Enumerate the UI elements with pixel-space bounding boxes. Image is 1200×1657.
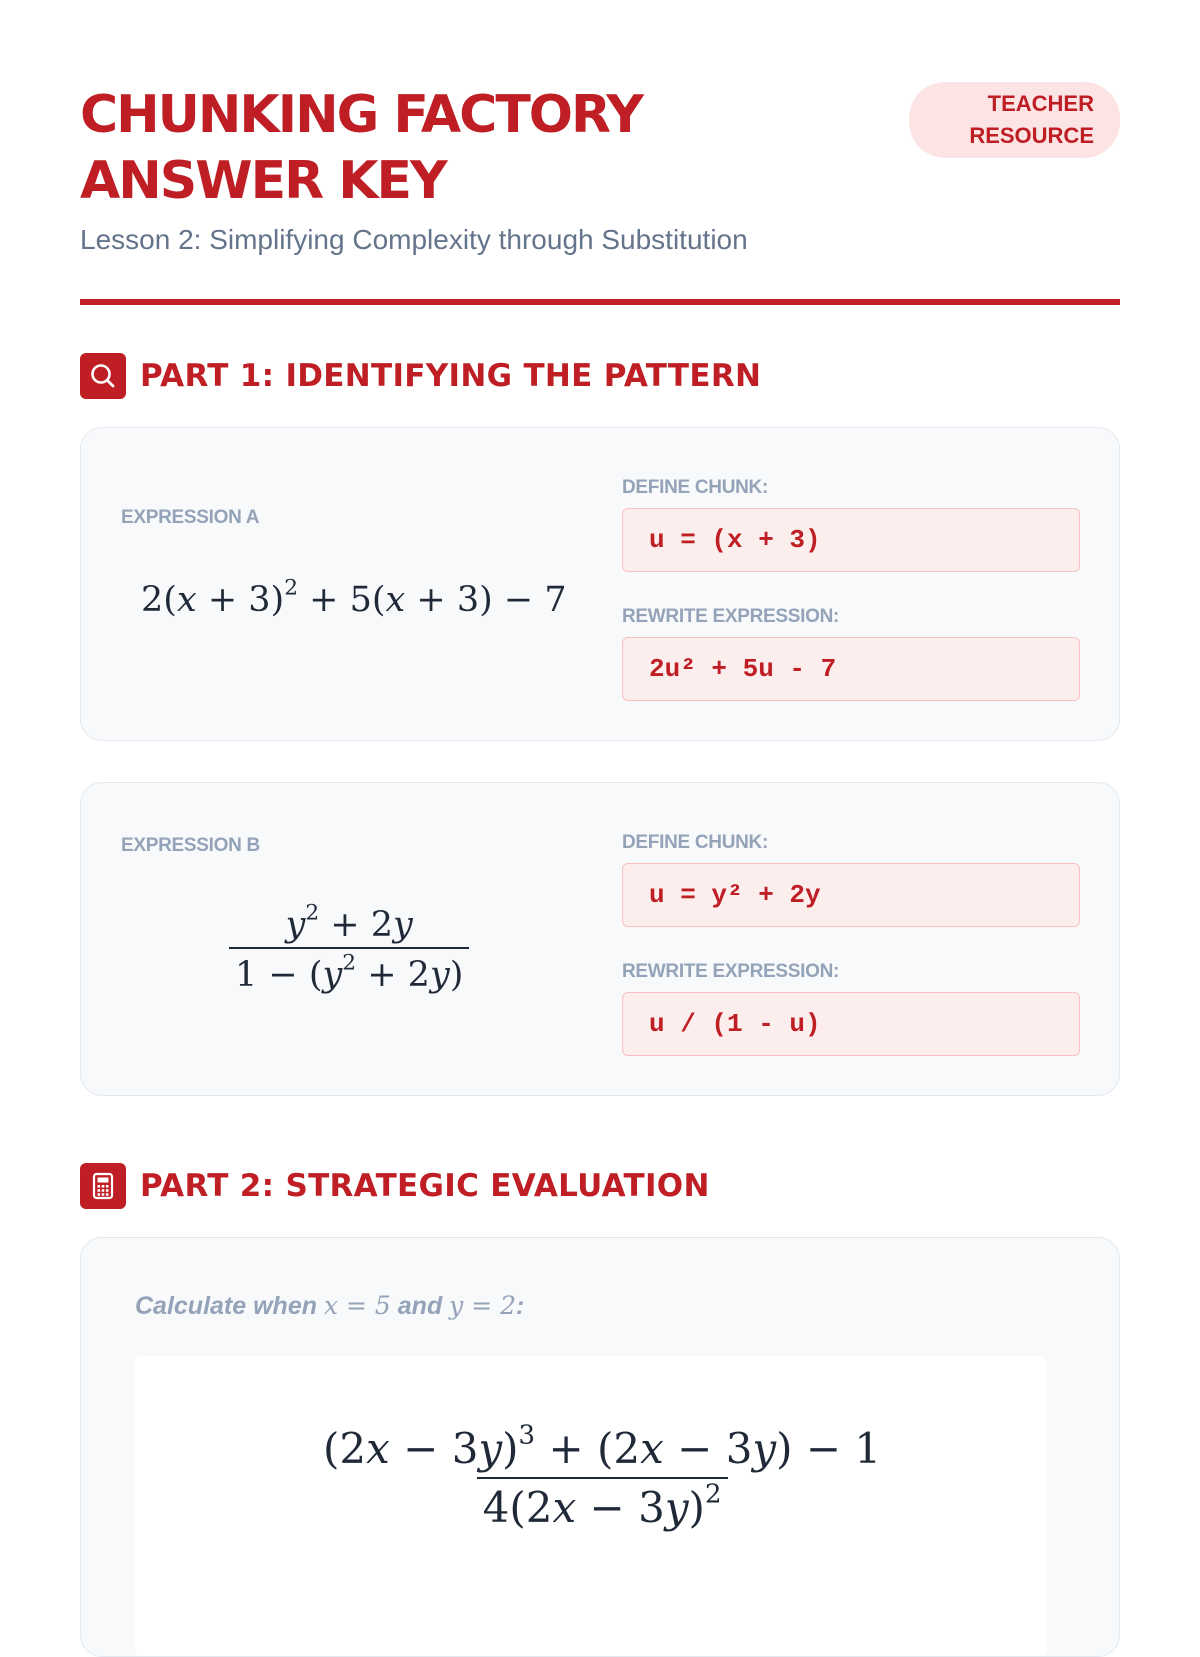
part-1-title: PART 1: IDENTIFYING THE PATTERN [140, 358, 762, 394]
rewrite-expression-answer: 2u² + 5u - 7 [622, 637, 1080, 701]
evaluation-expression-box [135, 1356, 1047, 1656]
define-chunk-answer: u = y² + 2y [622, 863, 1080, 927]
expression-a-math: $2(x + 3)^2 + 5(x + 3) - 7$ [141, 575, 567, 620]
evaluation-prompt [135, 1291, 524, 1321]
header [80, 82, 1120, 256]
strategic-evaluation-card [80, 1237, 1120, 1657]
prompt-and: and [397, 1292, 443, 1320]
expression-b-answers [622, 832, 1080, 1056]
define-chunk-answer: u = (x + 3) [622, 508, 1080, 572]
rewrite-expression-answer: u / (1 - u) [622, 992, 1080, 1056]
prompt-x-value: x = 5 [323, 1291, 391, 1320]
evaluation-expression-math: $\frac{(2x - 3y)^3 + (2x - 3y) - 1}{4(2x - 3y)^2}$ [323, 1420, 882, 1532]
page-title-line-2: ANSWER KEY [80, 151, 446, 211]
expression-a-label: EXPRESSION A [121, 507, 260, 528]
expression-b-label: EXPRESSION B [121, 835, 260, 856]
teacher-resource-badge [909, 82, 1120, 158]
badge-line-2: RESOURCE [969, 123, 1094, 148]
rewrite-expression-label: REWRITE EXPRESSION: [622, 606, 840, 627]
rewrite-expression-label: REWRITE EXPRESSION: [622, 961, 840, 982]
header-divider [80, 299, 1120, 305]
prompt-y-value: y = 2 [449, 1291, 517, 1320]
calculator-icon [80, 1163, 126, 1209]
page-title-line-1: CHUNKING FACTORY [80, 85, 642, 145]
expression-b-card [80, 782, 1120, 1096]
badge-line-1: TEACHER [987, 91, 1094, 116]
lesson-subtitle: Lesson 2: Simplifying Complexity through Substitution [80, 224, 748, 255]
expression-b-math: $\frac{y^2 + 2y}{1 - (y^2 + 2y)}$ [229, 905, 469, 995]
expression-a-answers [622, 477, 1080, 701]
define-chunk-label: DEFINE CHUNK: [622, 832, 768, 853]
part-2-title: PART 2: STRATEGIC EVALUATION [140, 1168, 710, 1204]
prompt-start: Calculate when [135, 1292, 317, 1320]
part-1-heading [80, 353, 761, 399]
expression-a-card [80, 427, 1120, 741]
prompt-end: : [516, 1292, 525, 1320]
part-2-heading [80, 1163, 710, 1209]
define-chunk-label: DEFINE CHUNK: [622, 477, 768, 498]
search-icon [80, 353, 126, 399]
